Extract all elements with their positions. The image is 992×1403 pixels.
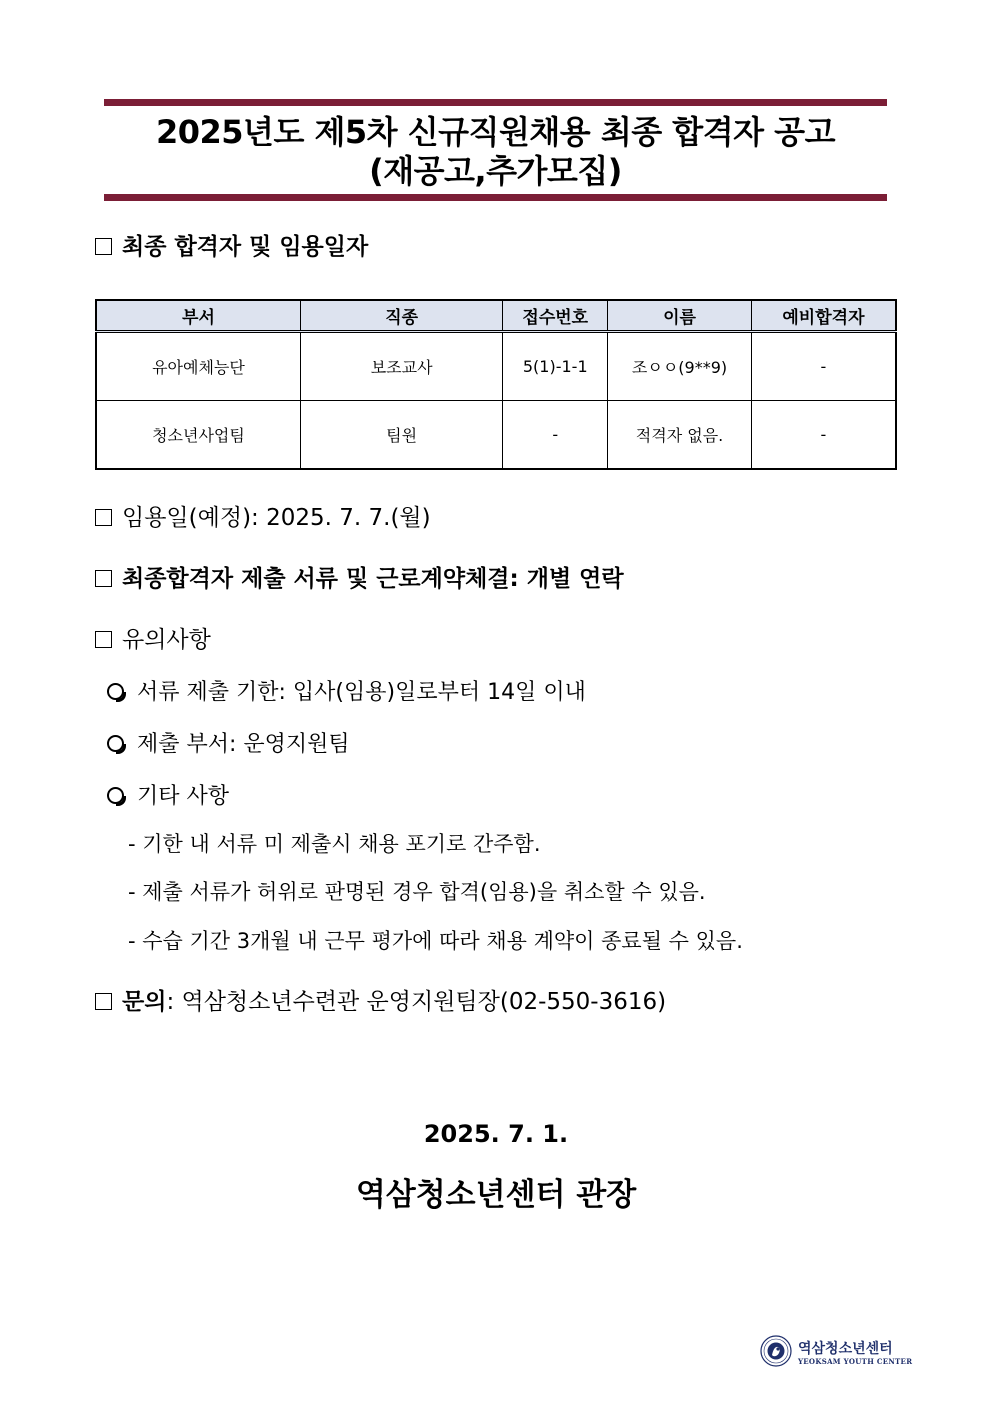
table-header: 직종 <box>300 300 502 332</box>
table-row <box>96 332 896 401</box>
note-bullet: 제출 부서: 운영지원팀 <box>107 734 350 756</box>
title-top-rule <box>104 99 887 106</box>
bullet-circle-icon <box>107 683 124 700</box>
note-detail: - 수습 기간 3개월 내 근무 평가에 따라 채용 계약이 종료될 수 있음. <box>128 929 743 953</box>
table-row <box>96 401 896 470</box>
logo-name-kr: 역삼청소년센터 <box>798 1341 893 1357</box>
table-header: 이름 <box>608 300 752 332</box>
checkbox-icon <box>95 509 112 526</box>
section-contact: 문의: 역삼청소년수련관 운영지원팀장(02-550-3616) <box>95 991 666 1014</box>
title-bottom-rule <box>104 194 887 201</box>
checkbox-icon <box>95 993 112 1010</box>
table-cell: - <box>751 401 896 470</box>
checkbox-icon <box>95 570 112 587</box>
bullet-circle-icon <box>107 787 124 804</box>
announcement-date: 2025. 7. 1. <box>423 1120 569 1148</box>
section-final-passers: 최종 합격자 및 임용일자 <box>95 236 368 259</box>
results-table <box>95 299 897 470</box>
table-cell: 팀원 <box>300 401 502 470</box>
table-cell: - <box>503 401 608 470</box>
section-notes: 유의사항 <box>95 629 211 652</box>
table-header: 부서 <box>96 300 300 332</box>
page-title-line1: 2025년도 제5차 신규직원채용 최종 합격자 공고 <box>155 113 836 151</box>
table-header-row <box>96 300 896 332</box>
table-cell: 유아예체능단 <box>96 332 300 401</box>
checkbox-icon <box>95 631 112 648</box>
section-documents: 최종합격자 제출 서류 및 근로계약체결: 개별 연락 <box>95 568 624 591</box>
table-cell: 조ㅇㅇ(9**9) <box>608 332 752 401</box>
table-header: 예비합격자 <box>751 300 896 332</box>
signature-organization: 역삼청소년센터 관장 <box>355 1177 637 1213</box>
page-title-line2: (재공고,추가모집) <box>369 152 622 190</box>
emblem-icon <box>760 1335 792 1367</box>
bullet-circle-icon <box>107 735 124 752</box>
checkbox-icon <box>95 238 112 255</box>
table-header: 접수번호 <box>503 300 608 332</box>
section-appointment-date: 임용일(예정): 2025. 7. 7.(월) <box>95 507 431 530</box>
table-cell: 적격자 없음. <box>608 401 752 470</box>
table-cell: 5(1)-1-1 <box>503 332 608 401</box>
note-bullet: 기타 사항 <box>107 786 229 808</box>
note-detail: - 기한 내 서류 미 제출시 채용 포기로 간주함. <box>128 832 541 856</box>
logo-name-en: YEOKSAM YOUTH CENTER <box>798 1357 913 1366</box>
note-detail: - 제출 서류가 허위로 판명된 경우 합격(임용)을 취소할 수 있음. <box>128 880 706 904</box>
note-bullet: 서류 제출 기한: 입사(임용)일로부터 14일 이내 <box>107 682 586 704</box>
table-cell: - <box>751 332 896 401</box>
table-cell: 보조교사 <box>300 332 502 401</box>
table-cell: 청소년사업팀 <box>96 401 300 470</box>
